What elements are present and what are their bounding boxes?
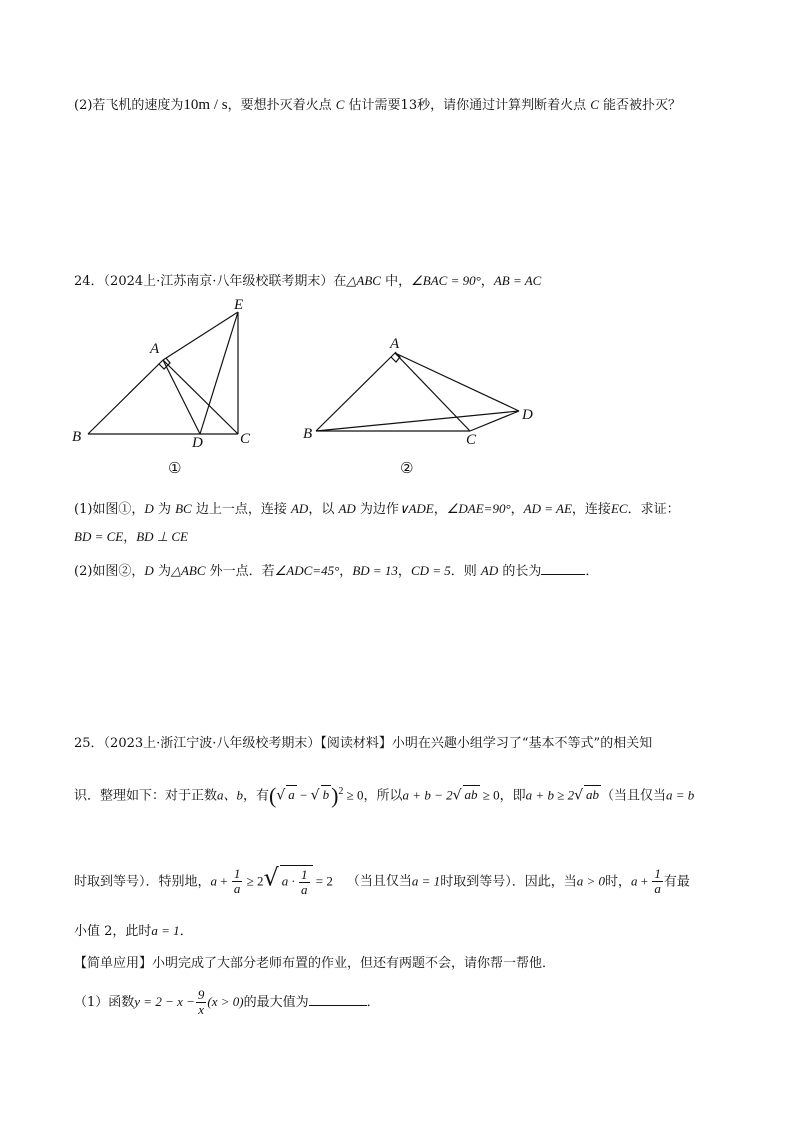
answer-blank[interactable] [541, 562, 585, 575]
segment-bc: BC [175, 501, 192, 516]
sqrt-a-times-frac [280, 865, 313, 897]
function-expr: y = 2 − x − [134, 994, 195, 1009]
frac-num: 1 [301, 867, 308, 882]
angle-bac: ∠BAC = 90° [411, 273, 481, 288]
ge-zero: ≥ 0 [343, 787, 364, 803]
speed-value: 10m / s [183, 97, 228, 113]
q25-text: ，所以 [363, 788, 403, 804]
q24-p1-text: 边上一点，连接 [191, 502, 291, 517]
a-eq-1: a = 1 [411, 873, 441, 889]
frac-num: 1 [654, 866, 661, 882]
q25-text: ，有 [243, 788, 270, 804]
frac-num: 1 [233, 866, 241, 882]
q24-p1-text: ．求证： [627, 502, 680, 517]
expr-a-plus-b-minus: a + b − 2 [402, 787, 453, 803]
q24-p1-text: ，连接 [571, 502, 611, 517]
q25-text: 时取到等号）．特别地， [74, 874, 211, 890]
fig1-caption: ① [168, 459, 182, 477]
q25-text: 小值 2，此时 [74, 924, 152, 939]
q23-text: ，要想扑灭着火点 [227, 98, 336, 113]
q25-simple-application [74, 955, 555, 973]
ab-eq-ac: AB = AC [493, 273, 542, 288]
triangle-ade: ∨ADE [398, 501, 434, 516]
q24-p1-text: ，以 [308, 502, 339, 517]
cd-value: CD = 5 [410, 563, 451, 578]
q25-sub1-text: ． [366, 995, 380, 1010]
fraction-1-over-a [652, 867, 663, 896]
angle-adc: ∠ADC=45° [274, 563, 340, 578]
q24-text: 中， [380, 274, 412, 289]
simple-application-heading: 【简单应用】小明完成了大部分老师布置的作业，但还有两题不会，请你帮一帮他． [74, 956, 556, 971]
fraction-1-over-a [299, 868, 310, 897]
q25-line3 [74, 865, 690, 897]
ad-eq-ae: AD = AE [523, 501, 572, 516]
q25-line2 [74, 782, 695, 808]
fig2-label-c: C [466, 432, 477, 448]
fig1-label-b: B [72, 429, 82, 445]
a-gt-0: a > 0 [576, 873, 605, 889]
expr-a-plus-b-ge: a + b ≥ 2 [525, 787, 575, 803]
sqrt-ab: ab [464, 787, 478, 803]
q24-part1-line2 [74, 528, 188, 547]
q23-text: 能否被扑灭？ [598, 98, 682, 113]
segment-ad: AD [338, 501, 356, 516]
q25-sub1 [74, 988, 380, 1017]
question-number: 25． [74, 736, 104, 751]
q24-p2-text: ．则 [450, 564, 481, 579]
question-source: （2024上·江苏南京·八年级校联考期末）在 [103, 274, 347, 289]
q24-p2-text: (2)如图②， [74, 564, 145, 579]
frac-den: a [301, 882, 308, 897]
q23-text: 估计需要13秒，请你通过计算判断着火点 [344, 98, 591, 113]
point-d: D [144, 563, 154, 578]
q24-p2-text: ， [339, 564, 353, 579]
q25-line1 [74, 735, 652, 753]
paren-close: ) [331, 782, 339, 808]
sqrt-a: a [288, 787, 295, 803]
dot: · [288, 873, 299, 889]
angle-dae: ∠DAE=90° [446, 501, 511, 516]
bd-value: BD = 13 [352, 563, 398, 578]
fraction-9-over-x [196, 988, 207, 1017]
segment-ec: EC [610, 501, 628, 516]
q24-p1-text: ， [433, 502, 447, 517]
frac-den: a [233, 881, 241, 897]
point-c: C [590, 97, 599, 112]
radical-sign: √ [263, 863, 279, 892]
exponent-2: 2 [338, 786, 344, 797]
q24-part2-line [74, 562, 598, 581]
q25-text: （当且仅当 [346, 874, 412, 890]
q24-p2-text: 外一点．若 [205, 564, 275, 579]
sqrt-b: b [322, 787, 330, 803]
radical-sign: √ [452, 787, 462, 804]
q24-p2-text: 的长为 [498, 564, 542, 579]
q24-p1-text: ， [510, 502, 524, 517]
q24-text: ， [480, 274, 494, 289]
q23-part2-prefix: (2)若飞机的速度为 [74, 98, 184, 113]
q25-text: ． [179, 924, 193, 939]
var-a: a [281, 873, 289, 889]
fraction-1-over-a [232, 867, 243, 896]
q24-p2-text: 为 [153, 564, 171, 579]
q24-p1-text: 为 [153, 502, 176, 517]
triangle-abc: △ABC [170, 563, 206, 578]
q24-p1-text: (1)如图①， [74, 502, 145, 517]
fig1-label-d: D [192, 435, 203, 451]
minus-sign: − [296, 787, 311, 803]
segment-ad: AD [480, 563, 499, 578]
point-d: D [144, 501, 154, 516]
domain-condition: (x > 0) [207, 994, 244, 1009]
frac-den: a [654, 881, 661, 897]
segment-ad: AD [290, 501, 309, 516]
fig2-label-b: B [303, 426, 313, 442]
point-c: C [335, 97, 345, 112]
var-a: a [210, 873, 218, 889]
q24-stem [74, 272, 541, 291]
q24-p1-text: 为边作 [355, 502, 399, 517]
fig2-caption: ② [400, 459, 414, 477]
figure-2 [298, 330, 548, 480]
q24-p2-text: ． [585, 564, 599, 579]
answer-blank[interactable] [309, 993, 367, 1006]
q23-part2-line [74, 96, 681, 115]
q25-line4 [74, 922, 193, 941]
q25-text: 有最 [663, 874, 690, 890]
question-source: （2023上·浙江宁波·八年级校考期末）【阅读材料】小明在兴趣小组学习了“基本不等式”的相关知 [103, 736, 653, 751]
q25-sub1-text: （1）函数 [74, 995, 135, 1010]
radical-sign: √ [310, 787, 320, 804]
bd-eq-ce: BD = CE [74, 529, 124, 544]
bd-perp-ce: BD ⊥ CE [136, 529, 188, 544]
radical-sign: √ [574, 787, 584, 804]
q25-text: 时， [604, 874, 631, 890]
eq-two: = 2 [312, 873, 333, 889]
fig1-label-e: E [234, 297, 244, 313]
a-eq-b: a = b [666, 787, 695, 803]
paren-open: ( [269, 782, 277, 808]
fig1-label-a: A [150, 341, 160, 357]
plus-sign: + [637, 873, 652, 889]
q25-text: 时取到等号）．因此，当 [440, 874, 577, 890]
a-eq-1: a = 1 [151, 923, 180, 938]
vars-ab: a、b [217, 787, 244, 803]
q25-sub1-text: 的最大值为 [243, 995, 309, 1010]
q25-text: 识．整理如下：对于正数 [74, 788, 218, 804]
ge-zero: ≥ 0 [479, 787, 500, 803]
var-a: a [631, 873, 638, 889]
frac-num: 9 [197, 987, 205, 1002]
fig1-label-c: C [240, 431, 251, 447]
q24-part1-line1 [74, 500, 680, 519]
q24-p2-text: ， [397, 564, 411, 579]
figure-1 [60, 295, 290, 480]
q24-p1-text: ， [123, 530, 137, 545]
radical-sign: √ [276, 787, 286, 804]
question-number: 24． [74, 274, 104, 289]
ge-two: ≥ 2 [243, 873, 264, 889]
plus-sign: + [217, 873, 231, 889]
triangle-abc: △ABC [346, 273, 381, 288]
frac-den: x [198, 1002, 205, 1017]
q25-text: ，即 [499, 788, 526, 804]
fig2-label-a: A [390, 336, 400, 352]
sqrt-ab: ab [586, 787, 600, 803]
fig2-label-d: D [522, 407, 533, 423]
q25-text: （当且仅当 [601, 788, 667, 804]
